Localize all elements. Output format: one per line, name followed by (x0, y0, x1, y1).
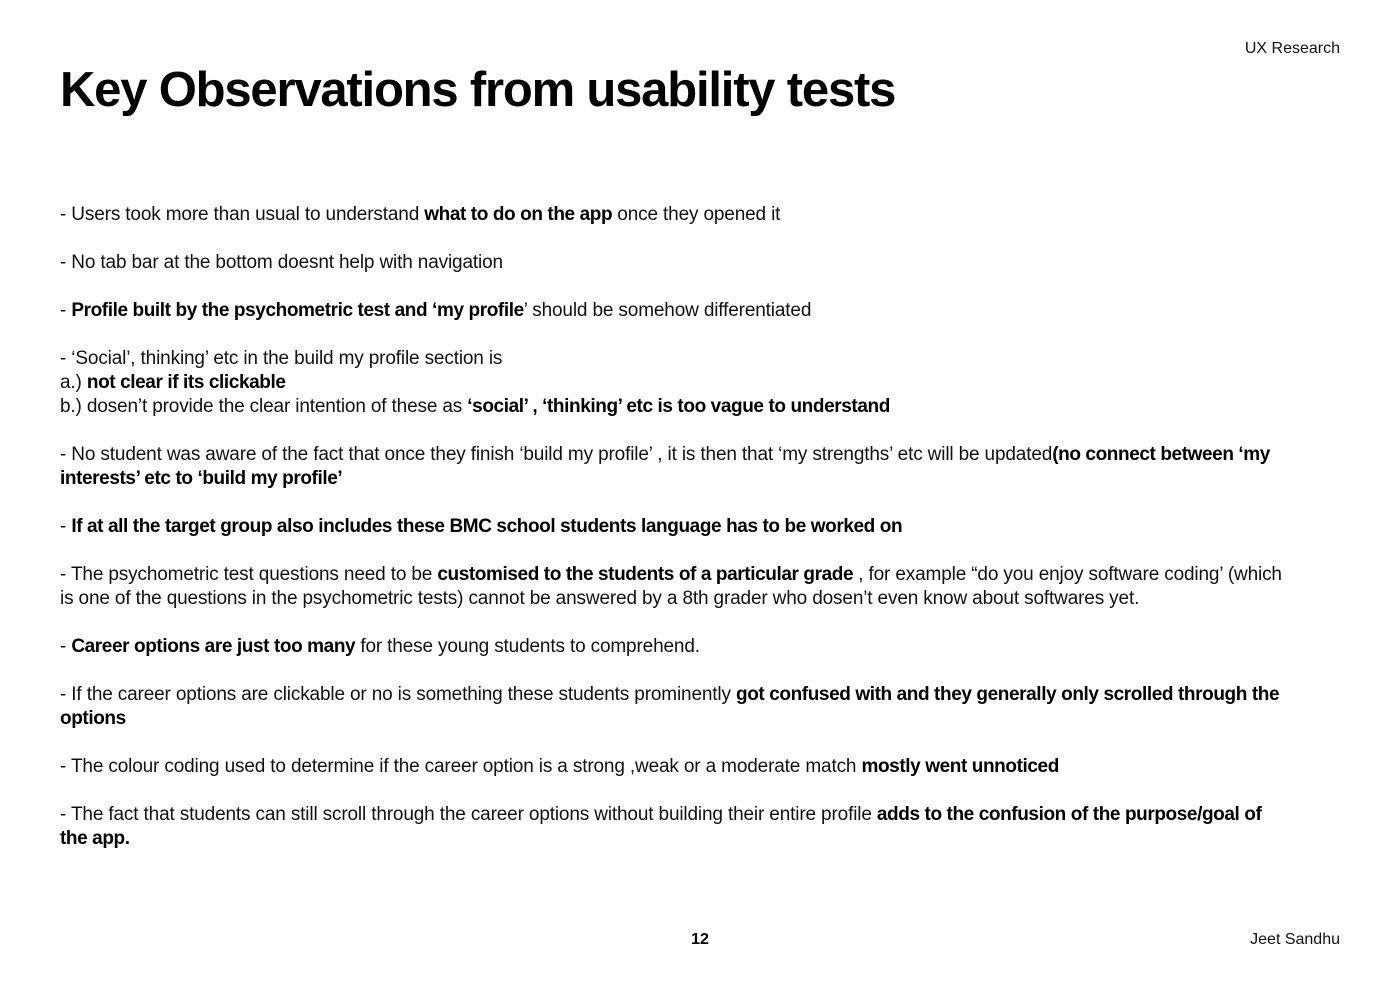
observation-text: - No tab bar at the bottom doesnt help with navigation (60, 252, 503, 273)
observation-line (60, 347, 1285, 371)
observation-text: - No student was aware of the fact that once they finish ‘build my profile’ , it is then that ‘my strengths’ etc will be updated (60, 444, 1053, 465)
page-number: 12 (691, 931, 709, 948)
observation-item (60, 683, 1285, 731)
observation-highlight: If at all the target group also includes these BMC school students language has to be worked on (71, 516, 903, 537)
observation-item (60, 347, 1285, 419)
observation-highlight: not clear if its clickable (86, 372, 286, 393)
observation-item (60, 755, 1285, 779)
observation-text: - If the career options are clickable or no is something these students prominently (60, 684, 736, 705)
observation-highlight: ‘social’ , ‘thinking’ etc is too vague to understand (467, 396, 890, 417)
observation-highlight: adds to the confusion of the purpose/goal of the app. (60, 804, 1262, 849)
observation-text: - The fact that students can still scroll through the career options without building their entire profile (60, 804, 877, 825)
observation-item (60, 251, 1285, 275)
observation-highlight: customised to the students of a particular grade (437, 564, 854, 585)
observation-text: - The psychometric test questions need to be (60, 564, 438, 585)
observation-item (60, 443, 1285, 491)
observation-text: b.) dosen’t provide the clear intention of these as (60, 396, 468, 417)
observation-highlight: Career options are just too many (71, 636, 356, 657)
observation-highlight: mostly went unnoticed (861, 756, 1059, 777)
observation-text: , for example “do you enjoy software coding’ (which is one of the questions in the psychometric tests) cannot be answered by a 8th grader who dosen’t even know about softwares yet. (60, 564, 1282, 609)
observation-highlight: Profile built by the psychometric test and ‘my profile (71, 300, 524, 321)
observation-highlight: got confused with and they generally only scrolled through the options (60, 684, 1280, 729)
observation-highlight: what to do on the app (424, 204, 613, 225)
observations-list (60, 203, 1285, 875)
observation-text: - Users took more than usual to understand (60, 204, 425, 225)
observation-item (60, 203, 1285, 227)
observation-item (60, 299, 1285, 323)
observation-text: - (60, 300, 72, 321)
observation-highlight: (no connect between ‘my interests’ etc to ‘build my profile’ (60, 444, 1270, 489)
observation-text: - (60, 516, 72, 537)
observation-text: - The colour coding used to determine if the career option is a strong ,weak or a moderate match (60, 756, 862, 777)
observation-text: once they opened it (612, 204, 781, 225)
observation-text: a.) (60, 372, 87, 393)
section-tag: UX Research (1244, 40, 1340, 57)
observation-item (60, 515, 1285, 539)
observation-text: - (60, 636, 72, 657)
observation-text: for these young students to comprehend. (355, 636, 700, 657)
observation-line (60, 395, 1285, 419)
observation-text: - ‘Social’, thinking’ etc in the build my profile section is (60, 348, 503, 369)
author-name: Jeet Sandhu (1250, 931, 1340, 948)
observation-item (60, 803, 1285, 851)
page-title: Key Observations from usability tests (60, 63, 896, 117)
observation-item (60, 635, 1285, 659)
observation-item (60, 563, 1285, 611)
observation-text: ’ should be somehow differentiated (523, 300, 812, 321)
observation-line (60, 371, 1285, 395)
